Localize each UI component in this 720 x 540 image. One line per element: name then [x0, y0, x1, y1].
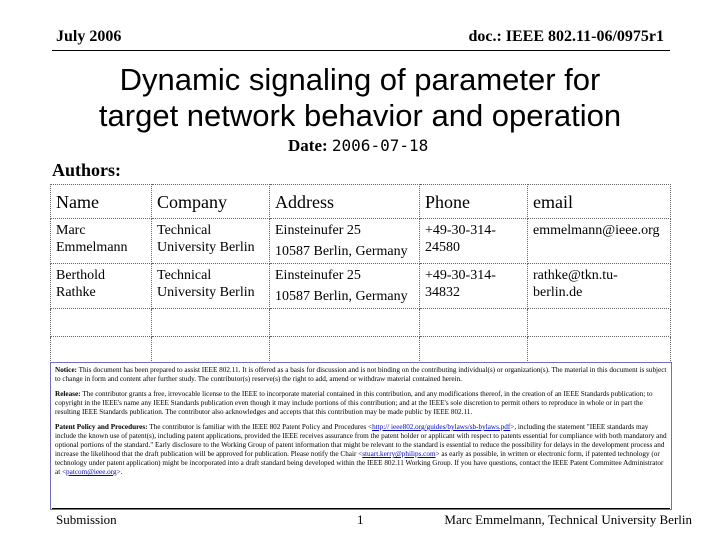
author-phone: +49-30-314-24580	[420, 219, 528, 264]
column-header-company: Company	[152, 185, 270, 219]
release-text: The contributor grants a free, irrevocable license to the IEEE to incorporate material contained in this contribution, and any modifications thereof, in the creation of an IEEE Standards publication; to copyright in the IEEE's name any IEEE Standards publication even though it may include portions of this contribution; and at the IEEE's sole discretion to permit others to reproduce in whole or in part the resulting IEEE Standards publication. The contributor also acknowledges and accepts that this contribution may be made public by IEEE 802.11.	[55, 390, 653, 416]
notice-paragraph	[55, 366, 667, 384]
author-address	[270, 219, 420, 264]
author-name: Berthold Rathke	[51, 264, 152, 309]
date-label: Date:	[288, 136, 328, 155]
release-paragraph	[55, 390, 667, 417]
author-company: Technical University Berlin	[152, 219, 270, 264]
footer-author: Marc Emmelmann, Technical University Berlin	[444, 512, 692, 527]
patcom-email-link[interactable]: patcom@ieee.org	[66, 468, 117, 476]
table-row	[51, 219, 671, 264]
patent-paragraph: Patent Policy and Procedures: The contributor is familiar with the IEEE 802 Patent Policy and Procedures <http:// ieee802.org/guides/bylaws/sb-bylaws.pdf>, including the statement "IEEE standards may include the known use of patent(s), including patent applications, provided the IEEE receives assurance from the patent holder or applicant with respect to patents essential for compliance with both mandatory and optional portions of the standard." Early disclosure to the Working Group of patent information that might be relevant to the standard is essential to reduce the possibility for delays in the development process and increase the likelihood that the draft publication will be approved for publication. Please notify the Chair <stuart.kerry@philips.com> as early as possible, in written or electronic form, if patented technology (or technology under patent application) might be incorporated into a draft standard being developed within the IEEE 802.11 Working Group. If you have questions, contact the IEEE Patent Committee Administrator at <patcom@ieee.org>.	[55, 423, 667, 476]
authors-label: Authors:	[52, 160, 122, 180]
table-header-row	[51, 185, 671, 219]
column-header-address: Address	[270, 185, 420, 219]
table-row-empty	[51, 337, 671, 363]
patent-title: Patent Policy and Procedures:	[55, 423, 148, 431]
chair-email-link[interactable]: stuart.kerry@philips.com	[362, 450, 436, 458]
author-email: emmelmann@ieee.org	[528, 219, 671, 264]
table-row-empty	[51, 309, 671, 337]
title-line-1: Dynamic signaling of parameter for	[119, 62, 601, 97]
header-rule	[52, 50, 670, 51]
header-date: July 2006	[56, 28, 122, 45]
author-address	[270, 264, 420, 309]
address-line-2: 10587 Berlin, Germany	[275, 244, 408, 259]
address-line-1: Einsteinufer 25	[275, 268, 361, 283]
notice-text: This document has been prepared to assist IEEE 802.11. It is offered as a basis for discussion and is not binding on the contributing individual(s) or organization(s). The material in this document is subject to change in form and content after further study. The contributor(s) reserve(s) the right to add, amend or withdraw material contained herein.	[55, 366, 667, 383]
author-company: Technical University Berlin	[152, 264, 270, 309]
notice-box	[50, 362, 672, 510]
address-line-2: 10587 Berlin, Germany	[275, 289, 408, 304]
author-phone: +49-30-314-34832	[420, 264, 528, 309]
address-line-1: Einsteinufer 25	[275, 223, 361, 238]
date-line	[288, 136, 428, 156]
header-doc-id: doc.: IEEE 802.11-06/0975r1	[468, 28, 664, 45]
column-header-email: email	[528, 185, 671, 219]
release-title: Release:	[55, 390, 81, 398]
table-row	[51, 264, 671, 309]
author-name: Marc Emmelmann	[51, 219, 152, 264]
notice-title: Notice:	[55, 366, 77, 374]
authors-table	[50, 184, 671, 363]
author-email: rathke@tkn.tu-berlin.de	[528, 264, 671, 309]
date-value: 2006-07-18	[331, 136, 429, 155]
column-header-name: Name	[51, 185, 152, 219]
footer-page-number: 1	[357, 512, 364, 527]
slide-title	[40, 62, 680, 134]
title-line-2: target network behavior and operation	[98, 98, 622, 133]
patent-policy-link[interactable]: http:// ieee802.org/guides/bylaws/sb-bylaws.pdf	[372, 423, 511, 431]
column-header-phone: Phone	[420, 185, 528, 219]
footer-submission: Submission	[56, 512, 117, 527]
footer-rule	[52, 508, 670, 509]
